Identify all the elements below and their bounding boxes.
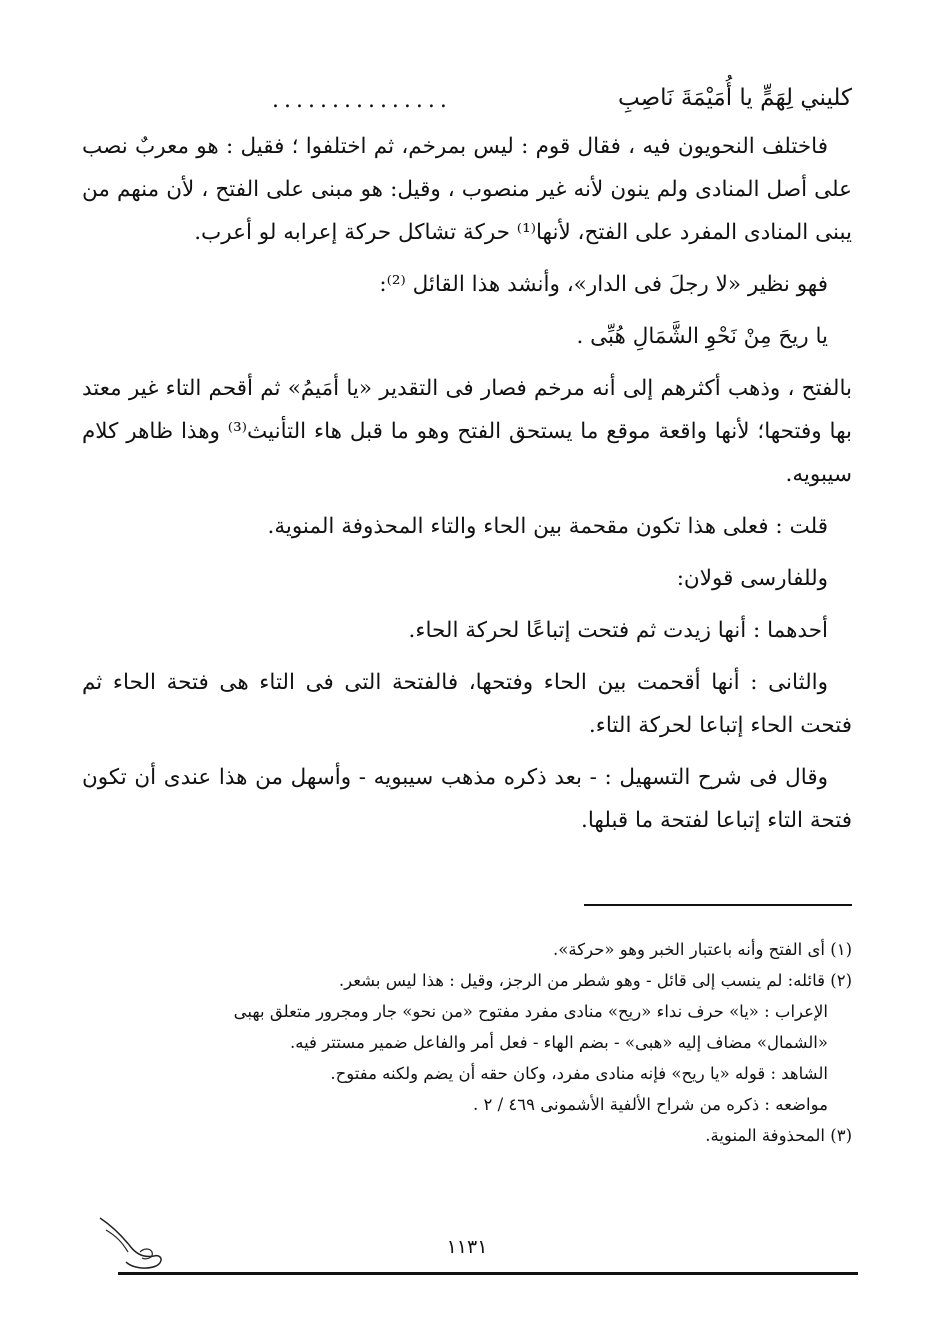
paragraph-3: بالفتح ، وذهب أكثرهم إلى أنه مرخم فصار فى التقدير «يا أمَيمُ» ثم أقحم التاء غير معتد بها وفتحها؛ لأنها واقعة موقع ما يستحق الفتح وهو ما قبل هاء التأنيث⁽³⁾ وهذا ظاهر كلام سيبويه.	[82, 376, 852, 487]
footnotes	[82, 934, 852, 1151]
footer-rule	[118, 1272, 858, 1275]
paragraph-2: فهو نظير «لا رجلَ فى الدار»، وأنشد هذا القائل ⁽²⁾:	[379, 272, 828, 297]
footnote-2-irab-cont: «الشمال» مضاف إليه «هبى» - بضم الهاء - فعل أمر والفاعل ضمير مستتر فيه.	[289, 1033, 828, 1052]
paragraph-7: والثانى : أنها أقحمت بين الحاء وفتحها، فالفتحة التى فى التاء هى فتحة الحاء ثم فتحت الحاء إتباعا لحركة التاء.	[82, 670, 852, 738]
verse-first-hemistich: كليني لِهَمٍّ يا أُمَيْمَةَ نَاصِبِ	[618, 85, 852, 111]
footnote-3: (٣) المحذوفة المنوية.	[705, 1126, 852, 1145]
paragraph-8: وقال فى شرح التسهيل : - بعد ذكره مذهب سيبويه - وأسهل من هذا عندى أن تكون فتحة التاء إتباعا لفتحة ما قبلها.	[82, 765, 852, 833]
paragraph-5: وللفارسى قولان:	[676, 566, 828, 591]
footnote-2-mawadi: مواضعه : ذكره من شراح الألفية الأشمونى ٤٦٩ / ٢ .	[472, 1095, 828, 1114]
quoted-verse: يا ريحَ مِنْ نَحْوِ الشَّمَالِ هُبِّى .	[576, 324, 828, 349]
paragraph-6: أحدهما : أنها زيدت ثم فتحت إتباعًا لحركة الحاء.	[408, 618, 828, 643]
paragraph-4: قلت : فعلى هذا تكون مقحمة بين الحاء والتاء المحذوفة المنوية.	[267, 514, 828, 539]
footnote-1: (١) أى الفتح وأنه باعتبار الخبر وهو «حركة».	[553, 940, 852, 959]
page-number: ١١٣١	[446, 1236, 488, 1258]
main-text	[82, 125, 852, 851]
ink-mark-icon	[92, 1212, 172, 1272]
footnote-2-irab: الإعراب : «يا» حرف نداء «ريح» منادى مفرد مفتوح «من نحو» جار ومجرور متعلق بهبى	[233, 1002, 828, 1021]
footnote-2: (٢) قائله: لم ينسب إلى قائل - وهو شطر من الرجز، وقيل : هذا ليس بشعر.	[338, 971, 852, 990]
footnote-2-shahid: الشاهد : قوله «يا ريح» فإنه منادى مفرد، وكان حقه أن يضم ولكنه مفتوح.	[330, 1064, 828, 1083]
verse-ellipsis: ...............	[272, 88, 452, 113]
footnote-divider	[584, 904, 852, 906]
paragraph-1: فاختلف النحويون فيه ، فقال قوم : ليس بمرخم، ثم اختلفوا ؛ فقيل : هو معربٌ نصب على أصل المنادى ولم ينون لأنه غير منصوب ، وقيل: هو مبنى على الفتح ، لأن منهم من يبنى المنادى المفرد على الفتح، لأنها⁽¹⁾ حركة تشاكل حركة إعرابه لو أعرب.	[82, 134, 852, 245]
